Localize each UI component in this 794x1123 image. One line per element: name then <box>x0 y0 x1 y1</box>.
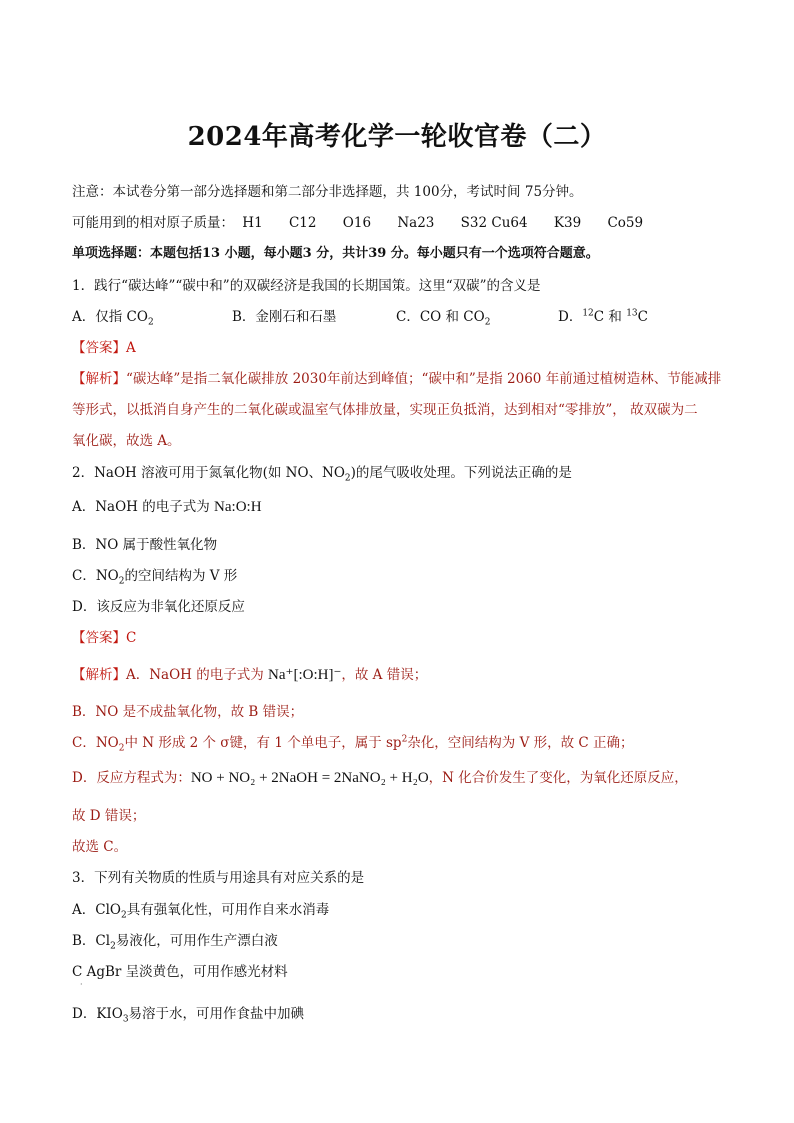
q1-analysis-line-1: 【解析】“碳达峰”是指二氧化碳排放 2030年前达到峰值；“碳中和”是指 2060 年前通过植树造林、节能减排 <box>72 371 722 387</box>
atomic-mass-item: Na23 <box>397 215 435 231</box>
q3-option-b: B．$Cl_2$易液化，可用作生产漂白液 <box>72 933 278 952</box>
q1-option-b: B．金刚石和石墨 <box>232 309 337 325</box>
q2-analysis-b: B．NO 是不成盐氧化物，故 B 错误； <box>72 704 304 720</box>
exam-notice: 注意：本试卷分第一部分选择题和第二部分非选择题，共 100分，考试时间 75分钟。 <box>72 184 583 200</box>
atomic-mass-label: 可能用到的相对原子质量： <box>72 215 234 231</box>
q1-option-d: D．$^{12}$C 和 $^{13}$C <box>558 308 648 325</box>
section-header: 单项选择题：本题包括13 小题，每小题3 分，共计39 分。每小题只有一个选项符合题意。 <box>72 246 599 261</box>
atomic-mass-item: H1 <box>242 215 263 231</box>
reaction-equation: NO + NO₂ + 2NaOH = 2NaNO₂ + H₂O <box>190 770 429 786</box>
q3-option-c: C AgBr 呈淡黄色，可用作感光材料 <box>72 964 288 980</box>
q2-analysis-c: C．$NO_2$中 N 形成 2 个 σ键，有 1 个单电子，属于 $sp^2$杂化，空间结构为 V 形，故 C 正确； <box>72 734 634 754</box>
q2-analysis-d-line-2: 故 D 错误； <box>72 808 146 824</box>
q2-analysis-d: D．反应方程式为：NO + NO₂ + 2NaOH = 2NaNO₂ + H₂O，N 化合价发生了变化，为氧化还原反应， <box>72 770 688 786</box>
atomic-mass-item: K39 <box>553 215 582 231</box>
page-title: 2024年高考化学一轮收官卷（二） <box>187 122 607 152</box>
atomic-mass-item: S32 Cu64 <box>460 215 528 231</box>
question-3-stem: 3．下列有关物质的性质与用途具有对应关系的是 <box>72 870 365 886</box>
q1-option-c: C．CO 和 $CO_2$ <box>396 309 491 328</box>
q1-analysis-line-2: 等形式，以抵消自身产生的二氧化碳或温室气体排放量，实现正负抵消，达到相对“零排放”， 故双碳为二 <box>72 402 698 418</box>
q3-option-d: D．$KIO_3$易溶于水，可用作食盐中加碘 <box>72 1006 305 1025</box>
q2-option-d: D．该反应为非氧化还原反应 <box>72 599 245 615</box>
q2-answer: 【答案】C <box>72 630 137 646</box>
electron-formula: Na:O:H <box>214 499 262 515</box>
q2-option-b: B．NO 属于酸性氧化物 <box>72 537 218 553</box>
q2-analysis-a: 【解析】A．NaOH 的电子式为 Na⁺[:O:H]⁻，故 A 错误； <box>72 667 428 683</box>
atomic-mass-item: Co59 <box>607 215 644 231</box>
question-1-stem: 1．践行“碳达峰”“碳中和”的双碳经济是我国的长期国策。这里“双碳”的含义是 <box>72 278 541 294</box>
atomic-mass-item: O16 <box>342 215 372 231</box>
q2-conclusion: 故选 C。 <box>72 839 128 855</box>
stray-dot: · <box>80 980 83 989</box>
q3-option-a: A．ClO$_2$具有强氧化性，可用作自来水消毒 <box>72 902 330 921</box>
q1-analysis-line-3: 氧化碳，故选 A。 <box>72 433 181 449</box>
q2-option-a: A．NaOH 的电子式为 Na:O:H <box>72 499 262 515</box>
atomic-mass-line <box>72 211 643 231</box>
q1-answer: 【答案】A <box>72 340 136 356</box>
atomic-mass-item: C12 <box>288 215 317 231</box>
q2-option-c: C．$NO_2$的空间结构为 V 形 <box>72 568 238 587</box>
question-2-stem: 2．NaOH 溶液可用于氮氧化物(如 NO、$NO_2$)的尾气吸收处理。下列说法正确的是 <box>72 465 572 484</box>
electron-formula-ionic: Na⁺[:O:H]⁻ <box>268 667 342 683</box>
q1-option-a: A．仅指 $CO_2$ <box>72 309 154 328</box>
